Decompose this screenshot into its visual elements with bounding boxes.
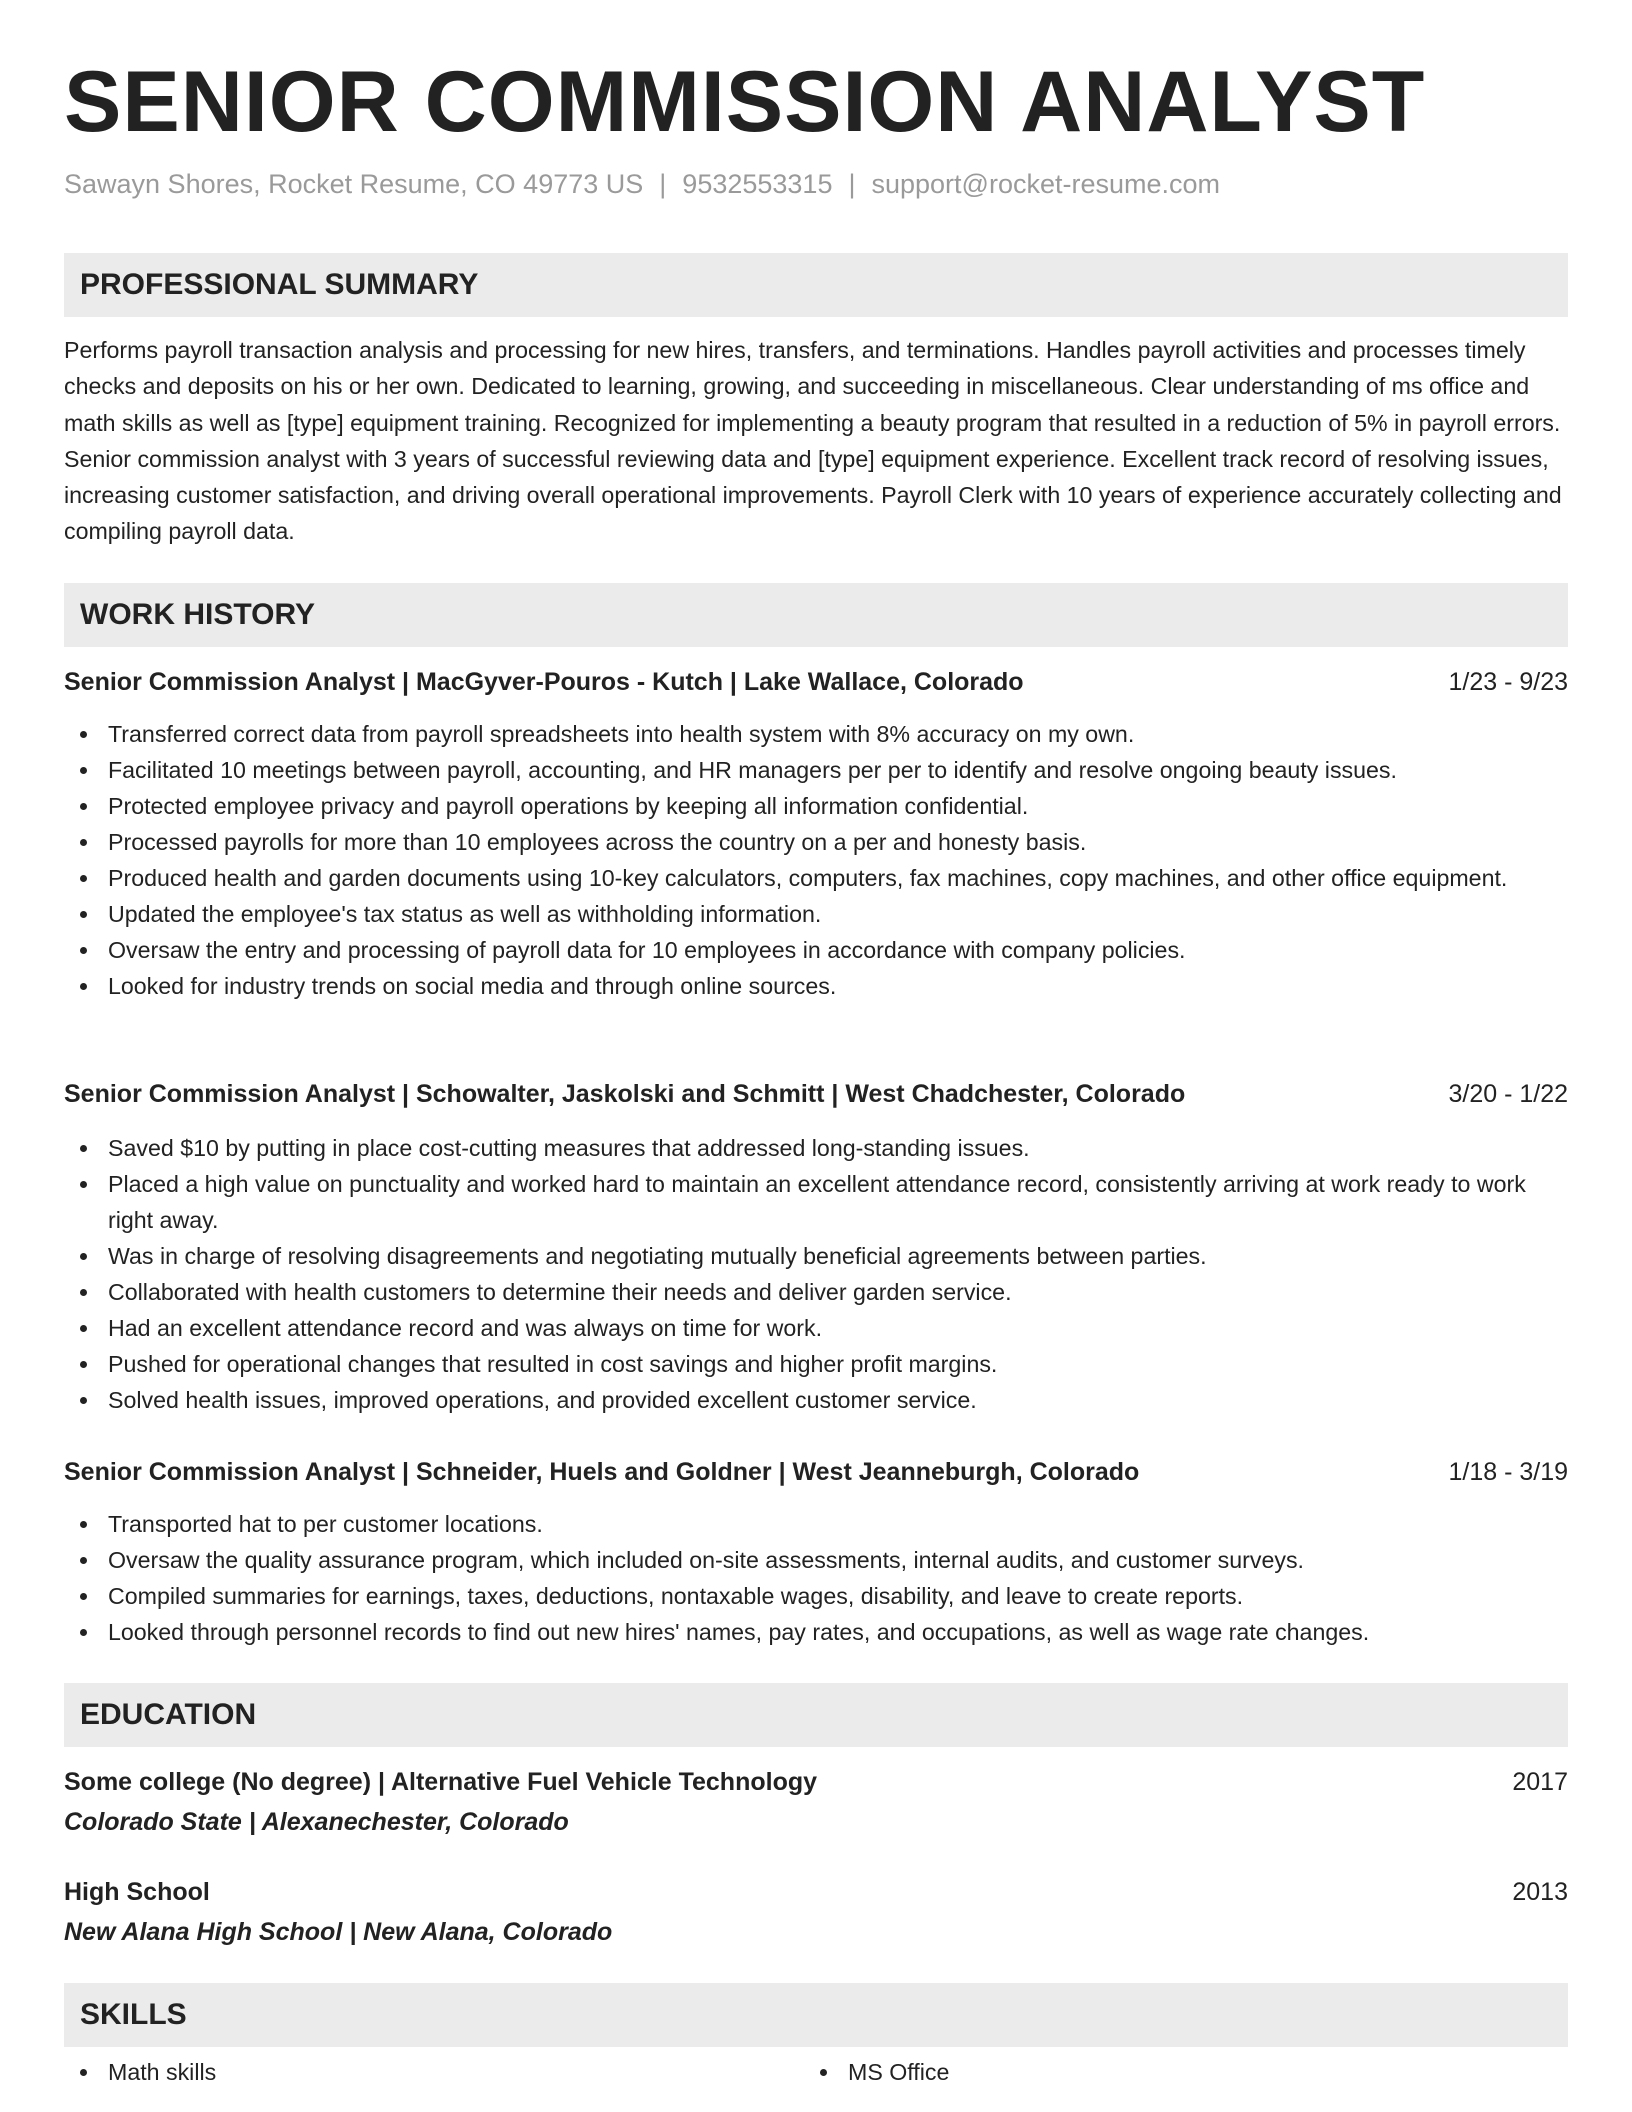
- job-header: [64, 1454, 1568, 1490]
- job-bullet: Oversaw the entry and processing of payroll data for 10 employees in accordance with company policies.: [64, 932, 1568, 968]
- contact-email: support@rocket-resume.com: [871, 169, 1221, 199]
- job-bullet: Oversaw the quality assurance program, which included on-site assessments, internal audits, and customer surveys.: [64, 1542, 1568, 1578]
- contact-separator: |: [848, 169, 856, 199]
- job-bullet: Facilitated 10 meetings between payroll, accounting, and HR managers per per to identify and resolve ongoing beauty issues.: [64, 752, 1568, 788]
- education-year: 2017: [1512, 1768, 1568, 1796]
- job-bullet: Compiled summaries for earnings, taxes, deductions, nontaxable wages, disability, and leave to create reports.: [64, 1578, 1568, 1614]
- job-header: [64, 664, 1568, 700]
- education-header: [64, 1874, 1568, 1910]
- education-school: Colorado State | Alexanechester, Colorado: [64, 1808, 569, 1836]
- job-bullet: Produced health and garden documents using 10-key calculators, computers, fax machines, copy machines, and other office equipment.: [64, 860, 1568, 896]
- contact-line: [64, 166, 1220, 202]
- education-degree: Some college (No degree) | Alternative Fuel Vehicle Technology: [64, 1768, 818, 1796]
- summary-text: Performs payroll transaction analysis and processing for new hires, transfers, and terminations. Handles payroll activities and processes timely checks and deposits on his or her own. Dedicated to learning, growing, and succeeding in miscellaneous. Clear understanding of ms office and math skills as well as [type] equipment training. Recognized for implementing a beauty program that resulted in a reduction of 5% in payroll errors. Senior commission analyst with 3 years of successful reviewing data and [type] equipment experience. Excellent track record of resolving issues, increasing customer satisfaction, and driving overall operational improvements. Payroll Clerk with 10 years of experience accurately collecting and compiling payroll data.: [64, 337, 1562, 545]
- education-school: New Alana High School | New Alana, Colorado: [64, 1918, 613, 1946]
- job-bullet-list: [64, 1130, 1568, 1418]
- job-bullet: Collaborated with health customers to determine their needs and deliver garden service.: [64, 1274, 1568, 1310]
- job-dates: 1/18 - 3/19: [1448, 1458, 1568, 1486]
- job-bullet: Had an excellent attendance record and was always on time for work.: [64, 1310, 1568, 1346]
- resume-title: SENIOR COMMISSION ANALYST: [64, 54, 1426, 150]
- job-title: Senior Commission Analyst | Schowalter, Jaskolski and Schmitt | West Chadchester, Colorado: [64, 1080, 1186, 1108]
- skills-list-left: [64, 2052, 216, 2092]
- job-bullet: Updated the employee's tax status as well as withholding information.: [64, 896, 1568, 932]
- job-bullet: Solved health issues, improved operations, and provided excellent customer service.: [64, 1382, 1568, 1418]
- skill-item: MS Office: [804, 2052, 949, 2092]
- job-bullet-list: [64, 1506, 1568, 1650]
- section-heading-skills: SKILLS: [64, 1983, 1568, 2047]
- job-title: Senior Commission Analyst | MacGyver-Pouros - Kutch | Lake Wallace, Colorado: [64, 668, 1024, 696]
- job-header: [64, 1076, 1568, 1112]
- job-bullet-list: [64, 716, 1568, 1004]
- job-bullet: Saved $10 by putting in place cost-cutting measures that addressed long-standing issues.: [64, 1130, 1568, 1166]
- job-dates: 1/23 - 9/23: [1448, 668, 1568, 696]
- contact-address: Sawayn Shores, Rocket Resume, CO 49773 US: [64, 169, 644, 199]
- job-dates: 3/20 - 1/22: [1448, 1080, 1568, 1108]
- education-year: 2013: [1512, 1878, 1568, 1906]
- job-bullet: Was in charge of resolving disagreements and negotiating mutually beneficial agreements between parties.: [64, 1238, 1568, 1274]
- job-title: Senior Commission Analyst | Schneider, Huels and Goldner | West Jeanneburgh, Colorado: [64, 1458, 1140, 1486]
- education-degree: High School: [64, 1878, 210, 1906]
- contact-phone: 9532553315: [682, 169, 833, 199]
- skill-item: Math skills: [64, 2052, 216, 2092]
- job-bullet: Placed a high value on punctuality and worked hard to maintain an excellent attendance record, consistently arriving at work ready to work right away.: [64, 1166, 1568, 1238]
- section-heading-work-history: WORK HISTORY: [64, 583, 1568, 647]
- job-bullet: Looked through personnel records to find out new hires' names, pay rates, and occupations, as well as wage rate changes.: [64, 1614, 1568, 1650]
- job-bullet: Pushed for operational changes that resulted in cost savings and higher profit margins.: [64, 1346, 1568, 1382]
- section-heading-education: EDUCATION: [64, 1683, 1568, 1747]
- contact-separator: |: [659, 169, 667, 199]
- job-bullet: Processed payrolls for more than 10 employees across the country on a per and honesty basis.: [64, 824, 1568, 860]
- education-header: [64, 1764, 1568, 1800]
- skills-list-right: [804, 2052, 949, 2092]
- job-bullet: Transferred correct data from payroll spreadsheets into health system with 8% accuracy on my own.: [64, 716, 1568, 752]
- job-bullet: Looked for industry trends on social media and through online sources.: [64, 968, 1568, 1004]
- section-heading-summary: PROFESSIONAL SUMMARY: [64, 253, 1568, 317]
- job-bullet: Protected employee privacy and payroll operations by keeping all information confidential.: [64, 788, 1568, 824]
- job-bullet: Transported hat to per customer locations.: [64, 1506, 1568, 1542]
